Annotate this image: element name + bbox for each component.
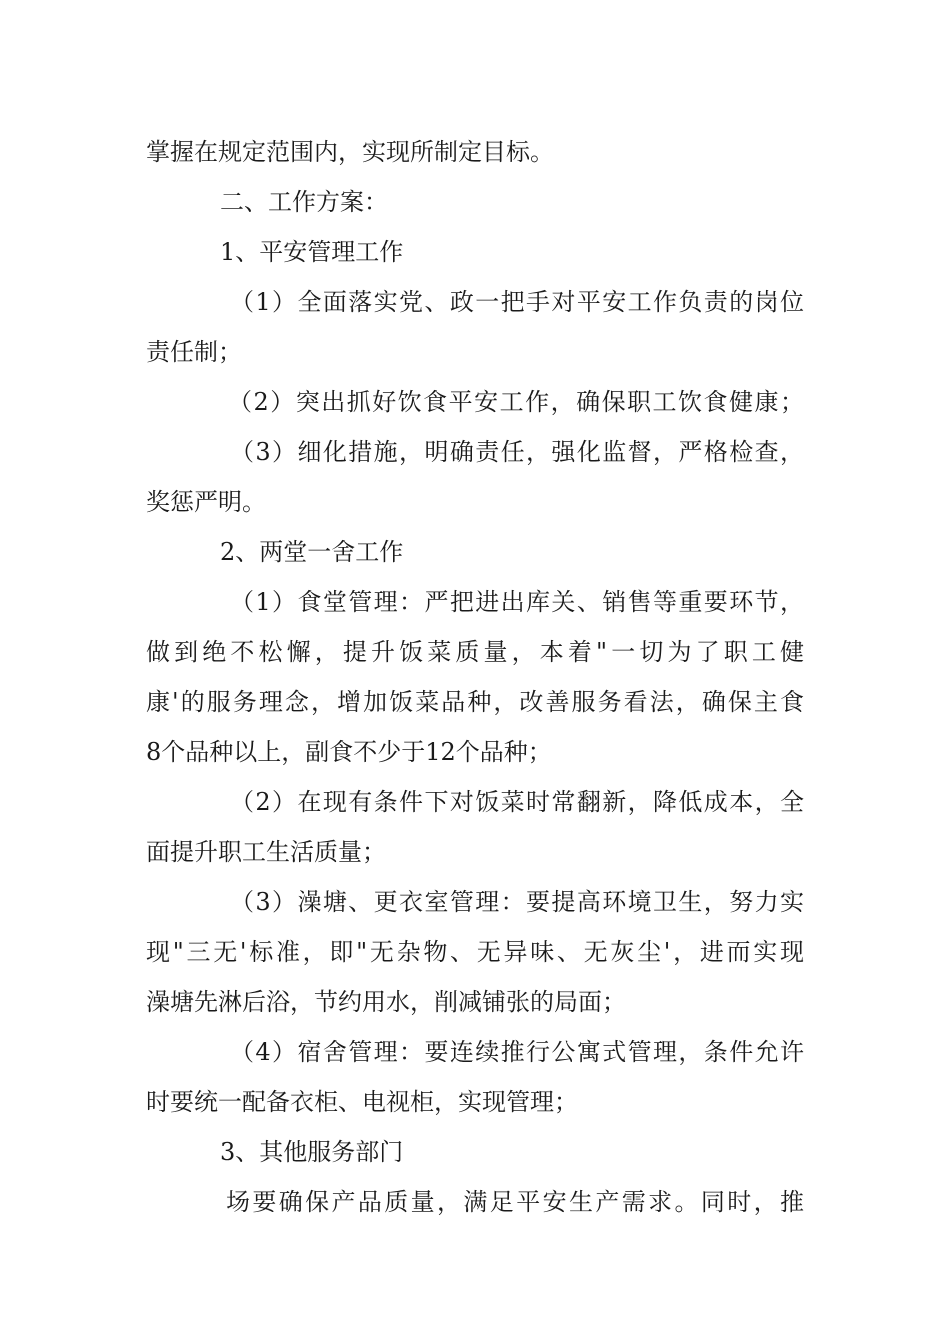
list-item-line: （4）宿舍管理：要连续推行公寓式管理，条件允许 bbox=[230, 1038, 804, 1066]
list-item-line: 康'的服务理念，增加饭菜品种，改善服务看法，确保主食 bbox=[146, 688, 804, 716]
list-item-line: 现"三无'标准，即"无杂物、无异味、无灰尘'，进而实现 bbox=[146, 938, 804, 966]
subsection-heading: 2、两堂一舍工作 bbox=[220, 538, 404, 566]
subsection-heading: 1、平安管理工作 bbox=[220, 238, 404, 266]
list-item-line: 做到绝不松懈，提升饭菜质量，本着"一切为了职工健 bbox=[146, 638, 804, 666]
subsection-heading: 3、其他服务部门 bbox=[220, 1138, 404, 1166]
list-item-line: 奖惩严明。 bbox=[146, 488, 266, 516]
list-item-line: （3）澡塘、更衣室管理：要提高环境卫生，努力实 bbox=[230, 888, 804, 916]
list-item-line: 澡塘先淋后浴，节约用水，削减铺张的局面； bbox=[146, 988, 626, 1016]
paragraph-line: 掌握在规定范围内，实现所制定目标。 bbox=[146, 138, 554, 166]
paragraph-line: 场要确保产品质量，满足平安生产需求。同时，推 bbox=[226, 1188, 804, 1216]
list-item-line: 面提升职工生活质量； bbox=[146, 838, 386, 866]
list-item-line: （1）食堂管理：严把进出库关、销售等重要环节， bbox=[230, 588, 804, 616]
list-item-line: 8个品种以上，副食不少于12个品种； bbox=[146, 738, 552, 766]
list-item-line: （2）突出抓好饮食平安工作，确保职工饮食健康； bbox=[228, 388, 804, 416]
list-item-line: 责任制； bbox=[146, 338, 242, 366]
list-item-line: （3）细化措施，明确责任，强化监督，严格检查， bbox=[230, 438, 804, 466]
section-heading: 二、工作方案： bbox=[220, 188, 388, 216]
list-item-line: （1）全面落实党、政一把手对平安工作负责的岗位 bbox=[230, 288, 804, 316]
list-item-line: （2）在现有条件下对饭菜时常翻新，降低成本，全 bbox=[230, 788, 804, 816]
list-item-line: 时要统一配备衣柜、电视柜，实现管理； bbox=[146, 1088, 578, 1116]
